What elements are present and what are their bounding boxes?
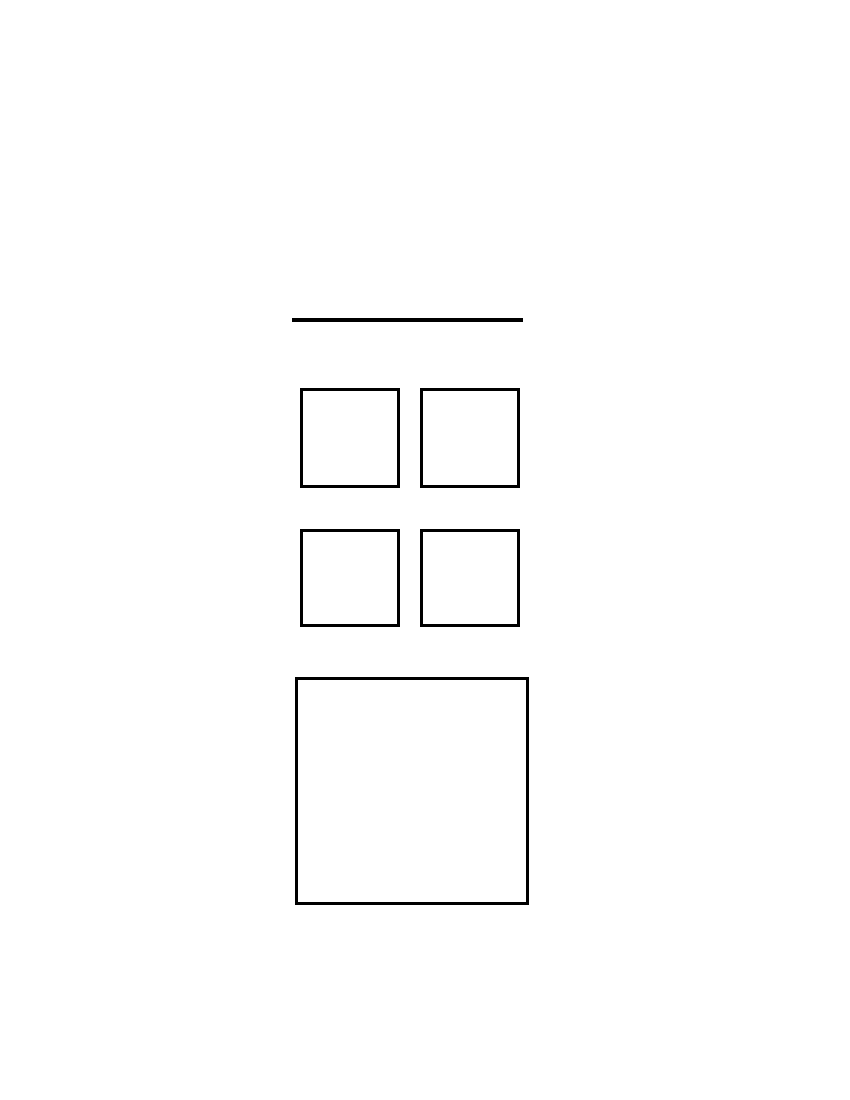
- window-plot-left: [300, 388, 400, 488]
- window-plot-right: [420, 388, 520, 488]
- waveform-plot: [290, 163, 525, 311]
- particle-motion-right: [420, 529, 520, 627]
- splitting-energy-map: [298, 680, 526, 902]
- time-axis: [292, 318, 523, 322]
- particle-motion-left: [300, 529, 400, 627]
